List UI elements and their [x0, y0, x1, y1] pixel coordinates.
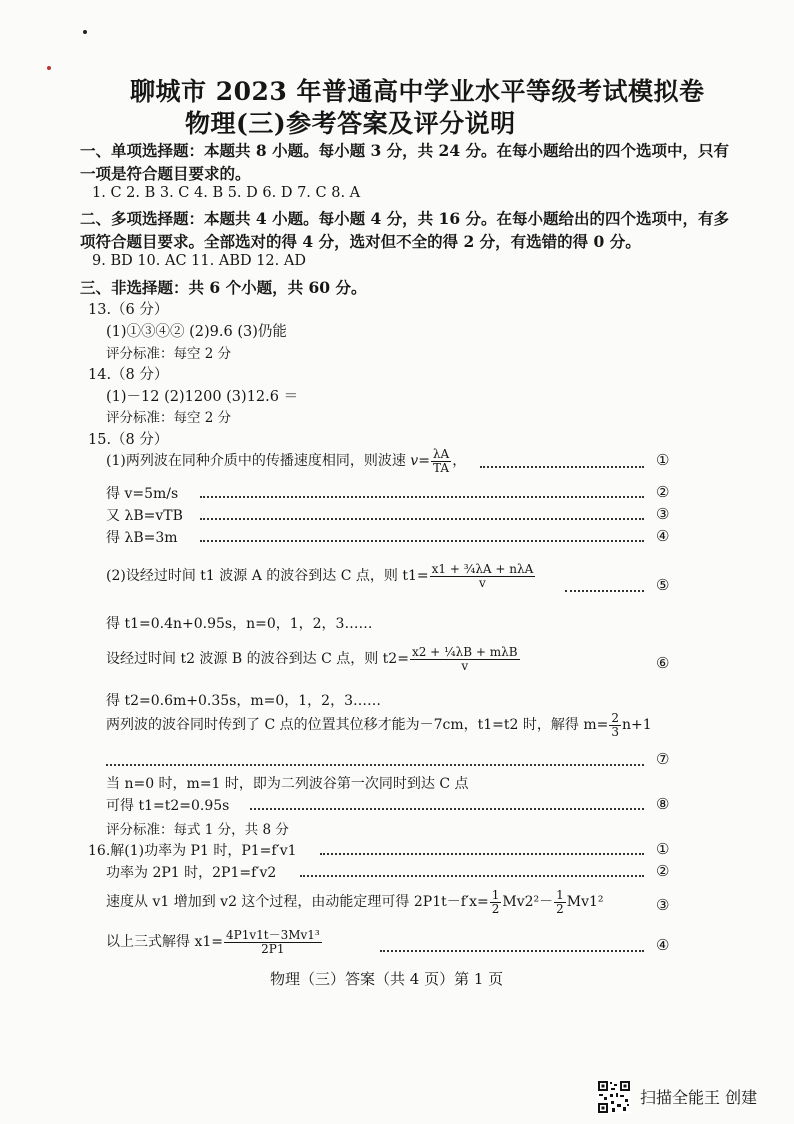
fraction-lambda-over-t: $\frac{\lambda A}{TA}$ [432, 447, 450, 475]
eq-mark: ④ [656, 527, 670, 545]
q15-line-1: (1)两列波在同种介质中的传播速度相同，则波速 v= $\frac{\lambda A}{TA}$ ， [106, 447, 467, 475]
q16-line-1: 16.解(1)功率为 P1 时，P1=f′v1 [88, 843, 297, 859]
q15-line-4: 得 λB=3m [106, 530, 178, 546]
section-2-line1: 二、多项选择题：本题共 4 小题。每小题 4 分，共 16 分。在每小题给出的四个选项中，有多 [80, 209, 730, 228]
eq-mark: ④ [656, 936, 670, 954]
fraction-t1: $\frac{\text{x1 + ¾λA + nλA}}{v}$ [431, 562, 534, 590]
q15-line-8: 得 t2=0.6m+0.35s，m=0，1，2，3…… [106, 693, 381, 709]
page-title: 聊城市 2023 年普通高中学业水平等级考试模拟卷 [130, 77, 705, 106]
fraction-half: $\frac{1}{2}$ [556, 888, 564, 916]
eq-mark: ① [656, 451, 670, 469]
eq-mark: ⑧ [656, 795, 670, 813]
scanner-brand-label: 扫描全能王 创建 [640, 1088, 758, 1107]
page-subtitle: 物理(三)参考答案及评分说明 [185, 109, 516, 138]
q14-scoring: 评分标准：每空 2 分 [106, 410, 232, 426]
section-1-answers: 1. C 2. B 3. C 4. B 5. D 6. D 7. C 8. A [92, 185, 361, 201]
eq-mark: ③ [656, 505, 670, 523]
q15-line-10: 当 n=0 时，m=1 时，即为二列波谷第一次同时到达 C 点 [106, 776, 469, 792]
q16-line-4: 以上三式解得 x1= $\frac{\text{4P1v1t－3Mv1³}}{2P1}$ [106, 928, 320, 956]
section-2-line2: 项符合题目要求。全部选对的得 4 分，选对但不全的得 2 分，有选错的得 0 分。 [80, 232, 641, 251]
eq-mark: ② [656, 862, 670, 880]
q15-line-5: (2)设经过时间 t1 波源 A 的波谷到达 C 点，则 t1= $\frac{\text{x1 + ¾λA + nλA}}{v}$ [106, 562, 534, 590]
q15-line-6: 得 t1=0.4n+0.95s，n=0，1，2，3…… [106, 616, 373, 632]
speck-mark [47, 66, 51, 70]
fraction-half: $\frac{1}{2}$ [491, 888, 500, 916]
eq-mark: ⑦ [656, 750, 670, 768]
eq-mark: ② [656, 483, 670, 501]
eq-mark: ⑥ [656, 654, 670, 672]
q14-heading: 14.（8 分） [88, 367, 169, 383]
q15-line-2: 得 v=5m/s [106, 486, 179, 502]
fraction-x1: $\frac{\text{4P1v1t－3Mv1³}}{2P1}$ [225, 928, 320, 956]
eq-mark: ⑤ [656, 576, 670, 594]
q15-scoring: 评分标准：每式 1 分，共 8 分 [106, 822, 289, 838]
speck-mark [83, 30, 87, 34]
q14-answers: (1)－12 (2)1200 (3)12.6 ＝ [106, 389, 299, 405]
section-2-answers: 9. BD 10. AC 11. ABD 12. AD [92, 253, 306, 269]
q15-heading: 15.（8 分） [88, 432, 169, 448]
section-1-line2: 一项是符合题目要求的。 [80, 164, 251, 183]
section-1-line1: 一、单项选择题：本题共 8 小题。每小题 3 分，共 24 分。在每小题给出的四个选项中，只有 [80, 141, 730, 160]
fraction-two-thirds: $\frac{2}{3}$ [611, 711, 619, 739]
q15-line-3: 又 λB=vTB [106, 508, 183, 524]
section-3-line1: 三、非选择题：共 6 个小题，共 60 分。 [80, 278, 367, 297]
q15-line-9: 两列波的波谷同时传到了 C 点的位置其位移才能为－7cm，t1=t2 时，解得 m= $\frac{2}{3}$ n+1 [106, 711, 652, 739]
page-footer: 物理（三）答案（共 4 页）第 1 页 [270, 970, 504, 988]
q15-line-7: 设经过时间 t2 波源 B 的波谷到达 C 点，则 t2= $\frac{\text{x2 + ¼λB + mλB}}{v}$ [106, 645, 518, 673]
q13-answers: (1)①③④② (2)9.6 (3)仍能 [106, 324, 287, 340]
eq-mark: ③ [656, 896, 670, 914]
q15-line-11: 可得 t1=t2=0.95s [106, 798, 230, 814]
q13-scoring: 评分标准：每空 2 分 [106, 346, 232, 362]
fraction-t2: $\frac{\text{x2 + ¼λB + mλB}}{v}$ [411, 645, 518, 673]
eq-mark: ① [656, 840, 670, 858]
q16-line-2: 功率为 2P1 时，2P1=f′v2 [106, 865, 277, 881]
q13-heading: 13.（6 分） [88, 302, 169, 318]
qr-code-icon [597, 1080, 631, 1114]
q16-line-3: 速度从 v1 增加到 v2 这个过程，由动能定理可得 2P1t－f′x= $\frac{1}{2}$ Mv2²－ $\frac{1}{2}$ Mv1² [106, 888, 604, 916]
